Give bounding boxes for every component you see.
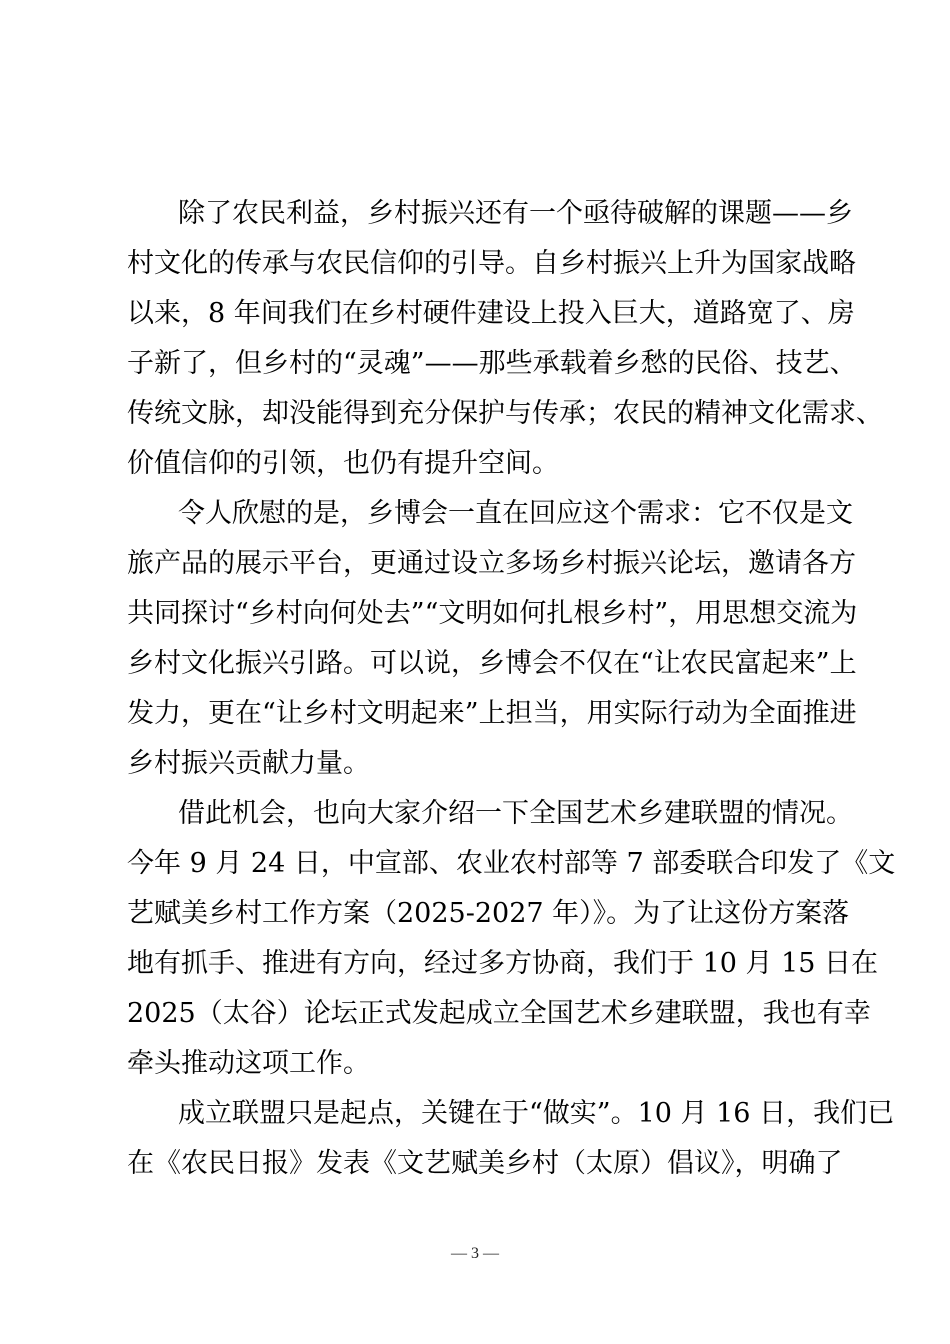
paragraph-1-line-2: 村文化的传承与农民信仰的引导。自乡村振兴上升为国家战略 (127, 248, 856, 279)
paragraph-3-line-5: 2025（太谷）论坛正式发起成立全国艺术乡建联盟，我也有幸 (127, 998, 871, 1029)
paragraph-3-line-4: 地有抓手、推进有方向，经过多方协商，我们于 10 月 15 日在 (127, 948, 879, 979)
paragraph-1-line-6: 价值信仰的引领，也仍有提升空间。 (127, 448, 559, 479)
paragraph-4-line-1: 成立联盟只是起点，关键在于“做实”。10 月 16 日，我们已 (178, 1098, 895, 1129)
paragraph-2-line-1: 令人欣慰的是，乡博会一直在回应这个需求：它不仅是文 (178, 498, 853, 529)
paragraph-4-line-2: 在《农民日报》发表《文艺赋美乡村（太原）倡议》，明确了 (127, 1148, 843, 1179)
paragraph-1-line-1: 除了农民利益，乡村振兴还有一个亟待破解的课题——乡 (178, 198, 853, 229)
paragraph-3-line-2: 今年 9 月 24 日，中宣部、农业农村部等 7 部委联合印发了《文 (127, 848, 896, 879)
paragraph-1-line-5: 传统文脉，却没能得到充分保护与传承；农民的精神文化需求、 (127, 398, 883, 429)
paragraph-3-line-3: 艺赋美乡村工作方案（2025-2027 年）》。为了让这份方案落 (127, 898, 850, 929)
paragraph-2-line-3: 共同探讨“乡村向何处去”“文明如何扎根乡村”，用思想交流为 (127, 598, 858, 629)
paragraph-2-line-2: 旅产品的展示平台，更通过设立多场乡村振兴论坛，邀请各方 (127, 548, 856, 579)
paragraph-2-line-5: 发力，更在“让乡村文明起来”上担当，用实际行动为全面推进 (127, 698, 857, 729)
paragraph-2-line-4: 乡村文化振兴引路。可以说，乡博会不仅在“让农民富起来”上 (127, 648, 857, 679)
paragraph-3-line-1: 借此机会，也向大家介绍一下全国艺术乡建联盟的情况。 (178, 798, 853, 829)
page-number: — 3 — (451, 1245, 499, 1262)
paragraph-1-line-4: 子新了，但乡村的“灵魂”——那些承载着乡愁的民俗、技艺、 (127, 348, 857, 379)
paragraph-2-line-6: 乡村振兴贡献力量。 (127, 748, 370, 779)
paragraph-1-line-3: 以来，8 年间我们在乡村硬件建设上投入巨大，道路宽了、房 (127, 298, 855, 329)
paragraph-3-line-6: 牵头推动这项工作。 (127, 1048, 370, 1079)
